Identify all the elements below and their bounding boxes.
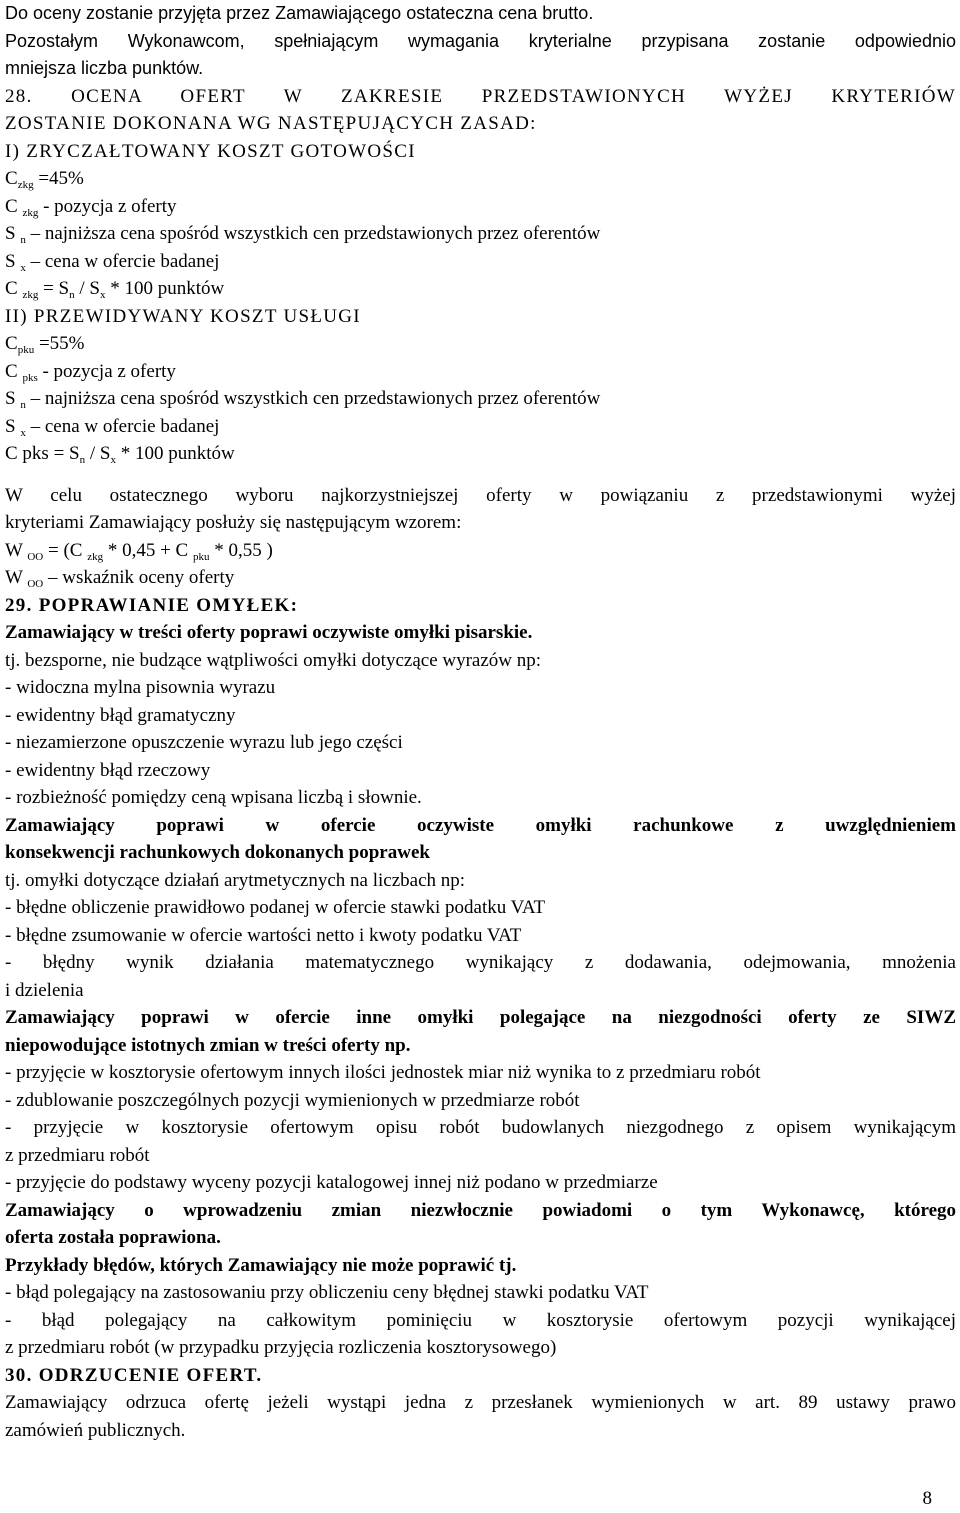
criterion-1-weight: $C_{zkg} =45\%$ (5, 168, 84, 191)
list-item: - ewidentny błąd rzeczowy (5, 759, 211, 781)
section-29-uncorrectable-title: Przykłady błędów, których Zamawiający nie może poprawić tj. (5, 1254, 517, 1276)
final-formula-intro-1: W celu ostatecznego wyboru najkorzystniejszej oferty w powiązaniu z przedstawionymi wyżej (5, 484, 956, 506)
criterion-2-title: II) PRZEWIDYWANY KOSZT USŁUGI (5, 305, 361, 327)
list-item: - przyjęcie w kosztorysie ofertowym innych ilości jednostek miar niż wynika to z przedmiaru robót (5, 1062, 761, 1083)
list-item: - błąd polegający na zastosowaniu przy obliczeniu ceny błędnej stawki podatku VAT (5, 1282, 649, 1303)
list-item: - przyjęcie do podstawy wyceny pozycji katalogowej innej niż podano w przedmiarze (5, 1172, 658, 1193)
page-number: 8 (922, 1488, 932, 1509)
final-formula: W $_{OO}$ = (C $_{zkg}$ * 0,45 + C $_{pku}$ * 0,55 ) (5, 539, 273, 563)
criterion-1-formula: C $_{zkg} = S_n / S_x * 100$ punktów (5, 278, 225, 301)
section-29-notification-cont: oferta została poprawiona. (5, 1227, 221, 1248)
list-item: - zdublowanie poszczególnych pozycji wymienionych w przedmiarze robót (5, 1089, 580, 1111)
section-29-clerical-errors: Zamawiający w treści oferty poprawi oczywiste omyłki pisarskie. (5, 622, 533, 643)
section-30-text-1: Zamawiający odrzuca ofertę jeżeli wystąpi jedna z przesłanek wymienionych w art. 89 ustawy prawo (5, 1392, 956, 1413)
spacer (5, 468, 956, 482)
section-29-clerical-intro: tj. bezsporne, nie budzące wątpliwości omyłki dotyczące wyrazów np: (5, 649, 542, 671)
section-29-other-errors-cont: niepowodujące istotnych zmian w treści oferty np. (5, 1034, 411, 1056)
final-formula-intro-2: kryteriami Zamawiający posłuży się następującym wzorem: (5, 512, 462, 533)
criterion-2-weight: $C_{pku} =55\%$ (5, 333, 85, 356)
intro-line-1: Do oceny zostanie przyjęta przez Zamawiającego ostateczna cena brutto. (5, 3, 594, 23)
section-29-calculation-intro: tj. omyłki dotyczące działań arytmetycznych na liczbach np: (5, 869, 466, 891)
list-item: - błąd polegający na całkowitym pominięciu w kosztorysie ofertowym pozycji wynikającej (5, 1309, 956, 1331)
list-item: - rozbieżność pomiędzy ceną wpisana liczbą i słownie. (5, 787, 422, 808)
list-item: - błędne zsumowanie w ofercie wartości netto i kwoty podatku VAT (5, 924, 522, 946)
final-formula-definition: W $_{OO}$ – wskaźnik oceny oferty (5, 567, 235, 590)
list-item: z przedmiaru robót (5, 1144, 150, 1166)
criterion-2-position: C $_{pks}$ - pozycja z oferty (5, 360, 176, 384)
intro-line-3: mniejsza liczba punktów. (5, 58, 204, 78)
list-item: z przedmiaru robót (w przypadku przyjęcia rozliczenia kosztorysowego) (5, 1337, 557, 1358)
list-item: - ewidentny błąd gramatyczny (5, 704, 236, 726)
criterion-1-tested-price: S $_x$ – cena w ofercie badanej (5, 250, 220, 274)
list-item: i dzielenia (5, 979, 84, 1001)
section-29-calculation-errors: Zamawiający poprawi w ofercie oczywiste omyłki rachunkowe z uwzględnieniem (5, 814, 956, 836)
list-item: - błędny wynik działania matematycznego wynikający z dodawania, odejmowania, mnożenia (5, 952, 956, 973)
section-30-heading: 30. ODRZUCENIE OFERT. (5, 1364, 263, 1386)
list-item: - widoczna mylna pisownia wyrazu (5, 677, 276, 698)
list-item: - niezamierzone opuszczenie wyrazu lub jego części (5, 732, 403, 753)
section-28-subheading: ZOSTANIE DOKONANA WG NASTĘPUJĄCYCH ZASAD: (5, 113, 537, 134)
criterion-2-formula: C pks = $S_n / S_x * 100$ punktów (5, 443, 235, 466)
section-29-calculation-errors-cont: konsekwencji rachunkowych dokonanych poprawek (5, 842, 430, 863)
list-item: - przyjęcie w kosztorysie ofertowym opisu robót budowlanych niezgodnego z opisem wynikającym (5, 1117, 956, 1138)
section-30-text-2: zamówień publicznych. (5, 1419, 186, 1441)
criterion-1-lowest-price: S $_n$ – najniższa cena spośród wszystkich cen przedstawionych przez oferentów (5, 223, 601, 246)
intro-line-2: Pozostałym Wykonawcom, spełniającym wymagania kryterialne przypisana zostanie odpowiednio (5, 30, 956, 51)
section-29-heading: 29. POPRAWIANIE OMYŁEK: (5, 594, 299, 616)
list-item: - błędne obliczenie prawidłowo podanej w ofercie stawki podatku VAT (5, 897, 546, 918)
criterion-1-position: C $_{zkg}$ - pozycja z oferty (5, 195, 177, 219)
criterion-2-lowest-price: S $_n$ – najniższa cena spośród wszystkich cen przedstawionych przez oferentów (5, 388, 601, 411)
section-29-other-errors: Zamawiający poprawi w ofercie inne omyłki polegające na niezgodności oferty ze SIWZ (5, 1007, 956, 1028)
section-29-notification: Zamawiający o wprowadzeniu zmian niezwłocznie powiadomi o tym Wykonawcę, którego (5, 1199, 956, 1221)
criterion-2-tested-price: S $_x$ – cena w ofercie badanej (5, 415, 220, 439)
criterion-1-title: I) ZRYCZAŁTOWANY KOSZT GOTOWOŚCI (5, 140, 416, 162)
section-28-heading: 28. OCENA OFERT W ZAKRESIE PRZEDSTAWIONYCH WYŻEJ KRYTERIÓW (5, 85, 956, 107)
